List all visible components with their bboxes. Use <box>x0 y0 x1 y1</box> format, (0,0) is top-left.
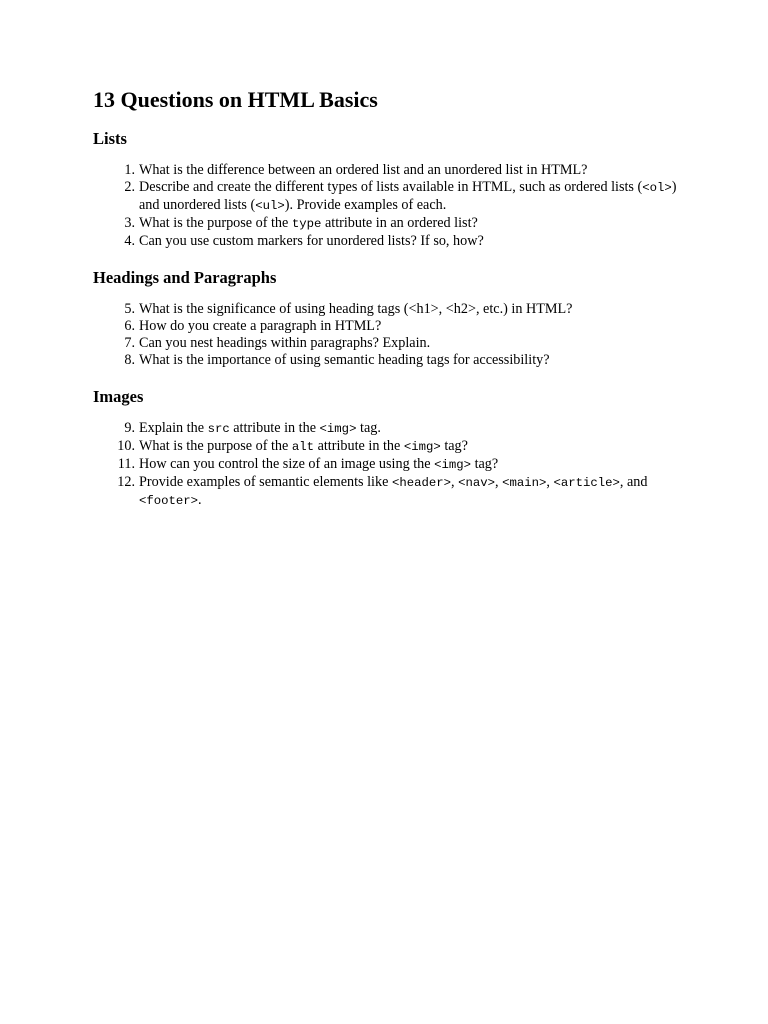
list-item <box>93 162 683 179</box>
text-run: , <box>494 474 503 490</box>
text-run: ). Provide examples of each. <box>284 197 447 213</box>
text-run: What is the purpose of the <box>139 215 292 231</box>
question-list-lists <box>93 162 683 250</box>
text-run: . <box>198 492 202 508</box>
text-run: , <box>546 474 554 490</box>
text-run: What is the purpose of the <box>139 438 292 454</box>
inline-code: <footer> <box>139 494 199 508</box>
list-item-number-text: 7. <box>124 335 135 351</box>
list-item-number-text: 9. <box>124 420 135 436</box>
list-item <box>93 301 683 318</box>
inline-code: <img> <box>403 440 441 454</box>
text-run: What is the difference between an ordered list and an unordered list in HTML? <box>139 162 588 178</box>
list-item-number <box>93 352 139 369</box>
question-list-images <box>93 420 683 510</box>
inline-code: <img> <box>319 422 357 436</box>
inline-code: type <box>291 217 322 231</box>
section-headings-and-paragraphs <box>93 267 683 369</box>
list-item <box>93 179 683 215</box>
list-item-number <box>93 162 139 179</box>
section-lists <box>93 128 683 250</box>
inline-code: <nav> <box>458 476 495 490</box>
list-item-number-text: 3. <box>124 215 135 231</box>
list-item-number <box>93 456 139 474</box>
text-run: Provide examples of semantic elements like <box>139 474 392 490</box>
list-item-text <box>139 335 683 352</box>
list-item <box>93 438 683 456</box>
list-item-text <box>139 456 683 474</box>
inline-code: <header> <box>391 476 451 490</box>
document-page <box>93 84 683 510</box>
text-run: Describe and create the different types of lists available in HTML, such as ordered lists ( <box>139 179 643 195</box>
list-item-number <box>93 215 139 233</box>
list-item-text <box>139 318 683 335</box>
list-item <box>93 335 683 352</box>
list-item-number <box>93 301 139 318</box>
text-run: , and <box>619 474 648 490</box>
list-item-number-text: 10. <box>117 438 135 454</box>
inline-code: <ul> <box>255 199 285 213</box>
inline-code: src <box>207 422 230 436</box>
list-item-number-text: 8. <box>124 352 135 368</box>
list-item-text <box>139 162 683 179</box>
section-heading-images: Images <box>93 387 144 406</box>
list-item-number-text: 6. <box>124 318 135 334</box>
list-item-number <box>93 233 139 250</box>
list-item-number <box>93 318 139 335</box>
text-run: attribute in the <box>229 420 320 436</box>
text-run: How do you create a paragraph in HTML? <box>139 318 382 334</box>
list-item-number-text: 4. <box>124 233 135 249</box>
list-item-text <box>139 215 683 233</box>
list-item <box>93 215 683 233</box>
text-run: attribute in an ordered list? <box>321 215 478 231</box>
list-item-number-text: 1. <box>124 162 135 178</box>
text-run: , <box>450 474 459 490</box>
list-item <box>93 420 683 438</box>
list-item <box>93 352 683 369</box>
list-item-text <box>139 474 683 510</box>
inline-code: <ol> <box>642 181 672 195</box>
list-item-number-text: 5. <box>124 301 135 317</box>
list-item <box>93 233 683 250</box>
question-list-headings-and-paragraphs <box>93 301 683 369</box>
list-item-text <box>139 233 683 250</box>
page-title: 13 Questions on HTML Basics <box>93 87 378 112</box>
list-item-number <box>93 179 139 215</box>
text-run: Can you nest headings within paragraphs? Explain. <box>139 335 431 351</box>
section-heading-lists: Lists <box>93 129 127 148</box>
text-run: How can you control the size of an image using the <box>139 456 435 472</box>
list-item-text <box>139 301 683 318</box>
section-heading-headings-and-paragraphs: Headings and Paragraphs <box>93 268 277 287</box>
text-run: What is the significance of using heading tags (<h1>, <h2>, etc.) in HTML? <box>139 301 573 317</box>
list-item <box>93 456 683 474</box>
text-run: Can you use custom markers for unordered lists? If so, how? <box>139 233 484 249</box>
list-item-number-text: 2. <box>124 179 135 195</box>
text-run: tag? <box>471 456 499 472</box>
text-run: tag? <box>440 438 468 454</box>
text-run: ) and unordered lists ( <box>139 179 677 213</box>
list-item-number <box>93 438 139 456</box>
list-item-number <box>93 335 139 352</box>
list-item-text <box>139 438 683 456</box>
text-run: What is the importance of using semantic heading tags for accessibility? <box>139 352 550 368</box>
list-item-text <box>139 420 683 438</box>
list-item <box>93 318 683 335</box>
list-item-text <box>139 179 683 215</box>
section-images <box>93 386 683 510</box>
list-item-number <box>93 474 139 510</box>
inline-code: alt <box>291 440 315 454</box>
list-item-number-text: 12. <box>117 474 135 490</box>
inline-code: <main> <box>502 476 547 490</box>
inline-code: <img> <box>434 458 472 472</box>
list-item <box>93 474 683 510</box>
inline-code: <article> <box>553 476 620 490</box>
list-item-text <box>139 352 683 369</box>
text-run: attribute in the <box>314 438 404 454</box>
list-item-number-text: 11. <box>117 456 135 472</box>
text-run: Explain the <box>139 420 208 436</box>
list-item-number <box>93 420 139 438</box>
text-run: tag. <box>356 420 381 436</box>
